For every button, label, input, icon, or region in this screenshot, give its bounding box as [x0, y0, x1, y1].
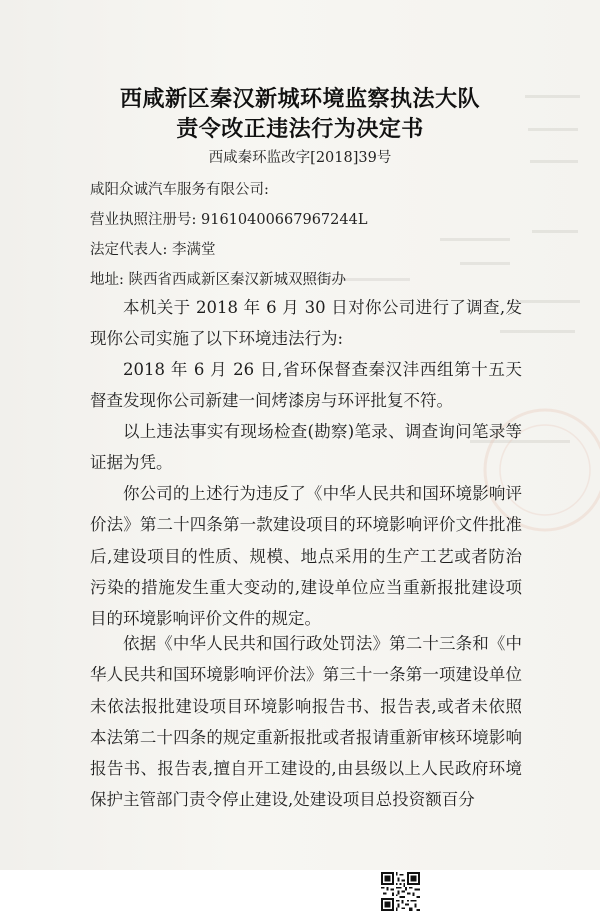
paragraph-violation-finding: 2018 年 6 月 26 日,省环保督查秦汉沣西组第十五天督查发现你公司新建一间烤漆房与环评批复不符。: [90, 360, 522, 411]
document-number: 西咸秦环监改字[2018]39号: [208, 150, 392, 166]
paragraph-investigation: 本机关于 2018 年 6 月 30 日对你公司进行了调查,发现你公司实施了以下环境违法行为:: [90, 298, 522, 349]
address-line: 地址: 陕西省西咸新区秦汉新城双照街办: [90, 272, 346, 288]
document-title-line2: 责令改正违法行为决定书: [176, 117, 424, 142]
recipient-company: 咸阳众诚汽车服务有限公司:: [90, 182, 269, 198]
paragraph-legal-basis: 依据《中华人民共和国行政处罚法》第二十三条和《中华人民共和国环境影响评价法》第三十一条第一项建设单位未依法报批建设项目环境影响报告书、报告表,或者未依照本法第二十四条的规定重新报批或者报请重新审核环境影响报告书、报告表,擅自开工建设的,由县级以上人民政府环境保护主管部门责令停止建设,处建设项目总投资额百分: [90, 634, 522, 810]
paragraph-evidence: 以上违法事实有现场检查(勘察)笔录、调查询问笔录等证据为凭。: [90, 422, 522, 473]
license-number-line: 营业执照注册号: 91610400667967244L: [90, 212, 368, 228]
page-footer-strip: [0, 870, 600, 916]
legal-representative-line: 法定代表人: 李满堂: [90, 242, 216, 258]
document-title-line1: 西咸新区秦汉新城环境监察执法大队: [119, 87, 480, 112]
paragraph-law-violated: 你公司的上述行为违反了《中华人民共和国环境影响评价法》第二十四条第一款建设项目的环境影响评价文件批准后,建设项目的性质、规模、地点采用的生产工艺或者防治污染的措施发生重大变动的,建设单位应当重新报批建设项目的环境影响评价文件的规定。: [90, 484, 522, 629]
qr-code-icon: [381, 872, 420, 911]
